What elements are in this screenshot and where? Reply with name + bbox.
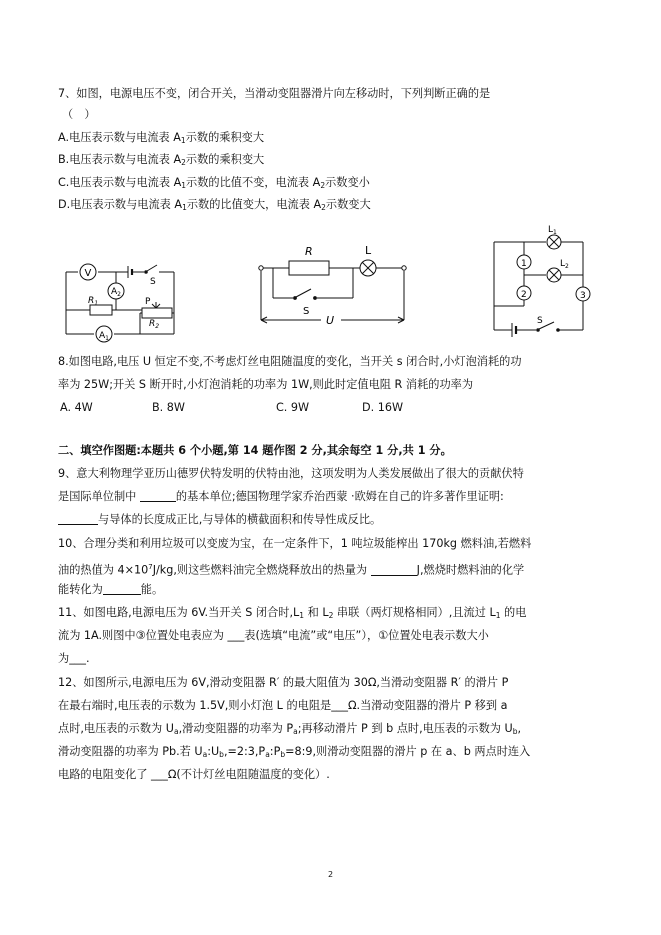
q8-option-a: A. 4W [60, 401, 93, 414]
voltage-u-label: U [326, 314, 335, 327]
section-2-heading: 二、填空作图题:本题共 6 个小题,第 14 题作图 2 分,其余每空 1 分,共 1 分。 [58, 444, 452, 457]
circuit-diagram-q11 [488, 222, 598, 340]
q7-option-c: C.电压表示数与电流表 $A_1$示数的比值不变，电流表 $A_2$示数变小 [58, 176, 370, 190]
voltmeter-label: V [84, 268, 92, 279]
lamp-l1-label: $L_1$ [548, 225, 557, 236]
q8-option-b: B. 8W [152, 401, 185, 414]
q8-line-1: 8.如图电路,电压 U 恒定不变,不考虑灯丝电阻随温度的变化，当开关 s 闭合时,小灯泡消耗的功 [58, 355, 522, 368]
lamp-l2-label: $L_2$ [560, 259, 569, 270]
page-number: 2 [327, 870, 334, 879]
q12-line-5: 电路的电阻变化了 ___Ω(不计灯丝电阻随温度的变化）. [58, 768, 330, 781]
circuit-diagram-q7 [60, 258, 180, 346]
ammeter-a1-label: $A_1$ [99, 331, 109, 342]
meter-position-2: 2 [521, 290, 527, 300]
q7-stem: 7、如图，电源电压不变，闭合开关，当滑动变阻器滑片向左移动时，下列判断正确的是 [58, 87, 491, 100]
resistor-r1-label: $R_1$ [88, 296, 99, 307]
switch-label: S [303, 306, 310, 317]
switch-label: S [537, 316, 543, 326]
resistor-r2-label: $R_2$ [149, 319, 160, 330]
fill-blank [58, 513, 98, 525]
meter-position-3: 3 [580, 291, 586, 301]
q8-option-c: C. 9W [276, 401, 310, 414]
q12-line-2: 在最右端时,电压表的示数为 1.5V,则小灯泡 L 的电阻是___Ω.当滑动变阻器的滑片 P 移到 a [58, 699, 508, 712]
slider-p-label: P [145, 297, 151, 307]
fill-blank [371, 564, 417, 576]
q7-option-d: D.电压表示数与电流表 $A_1$示数的比值变大，电流表 $A_2$示数变大 [58, 198, 371, 212]
fill-blank [103, 583, 141, 595]
q7-answer-paren: （ ） [62, 108, 96, 121]
q8-line-2: 率为 25W;开关 S 断开时,小灯泡消耗的功率为 1W,则此时定值电阻 R 消耗的功率为 [58, 378, 474, 391]
q12-line-4: 滑动变阻器的功率为 Pb.若 $U_a:U_b,=2:3,P_a:P_b=8:9$,则滑动变阻器的滑片 p 在 a、b 两点时连入 [58, 745, 531, 759]
circuit-diagram-q8 [255, 240, 415, 332]
meter-position-1: 1 [521, 259, 527, 269]
q9-line-3: 与导体的长度成正比,与导体的横截面积和传导性成反比。 [58, 513, 381, 527]
q12-line-1: 12、如图所示,电源电压为 6V,滑动变阻器 R′ 的最大阻值为 30Ω,当滑动变阻器 R′ 的滑片 P [58, 676, 509, 689]
lamp-l-label: L [365, 244, 372, 257]
q9-line-1: 9、意大利物理学亚历山德罗伏特发明的伏特由池，这项发明为人类发展做出了很大的贡献伏特 [58, 467, 524, 480]
q11-line-3: 为___. [58, 652, 90, 665]
resistor-r-label: R [305, 245, 313, 258]
q10-line-2: 油的热值为 $4\times 10^7J/kg$,则这些燃料油完全燃烧释放出的热量为 J,燃烧时燃料油的化学 [58, 563, 525, 577]
fill-blank [140, 490, 176, 502]
q12-line-3: 点时,电压表的示数为 $U_a$,滑动变阻器的功率为 $P_a$;再移动滑片 P 到 b 点时,电压表的示数为 $U_b$, [58, 722, 522, 736]
q11-line-1: 11、如图电路,电源电压为 6V.当开关 S 闭合时$,L_1$ 和 $L_2$ 串联（两灯规格相同）,且流过 $L_1$ 的电 [58, 606, 527, 620]
q10-line-3: 能转化为 能。 [58, 583, 164, 596]
q9-line-2: 是国际单位制中 的基本单位;德国物理学家乔治西蒙 ·欧姆在自己的许多著作里证明: [58, 490, 504, 503]
q10-line-1: 10、合理分类和利用垃圾可以变废为宝，在一定条件下，1 吨垃圾能榨出 170kg 燃料油,若燃料 [58, 537, 532, 550]
q7-option-b: B.电压表示数与电流表 $A_2$示数的乘积变大 [58, 153, 265, 167]
q7-option-a: A.电压表示数与电流表 $A_1$示数的乘积变大 [58, 131, 265, 145]
switch-label: S [150, 277, 156, 287]
q8-option-d: D. 16W [362, 401, 404, 414]
ammeter-a2-label: $A_2$ [111, 287, 121, 298]
q11-line-2: 流为 1A.则图中③位置处电表应为 ___表(选填“电流”或“电压”），①位置处电表示数大小 [58, 629, 489, 642]
